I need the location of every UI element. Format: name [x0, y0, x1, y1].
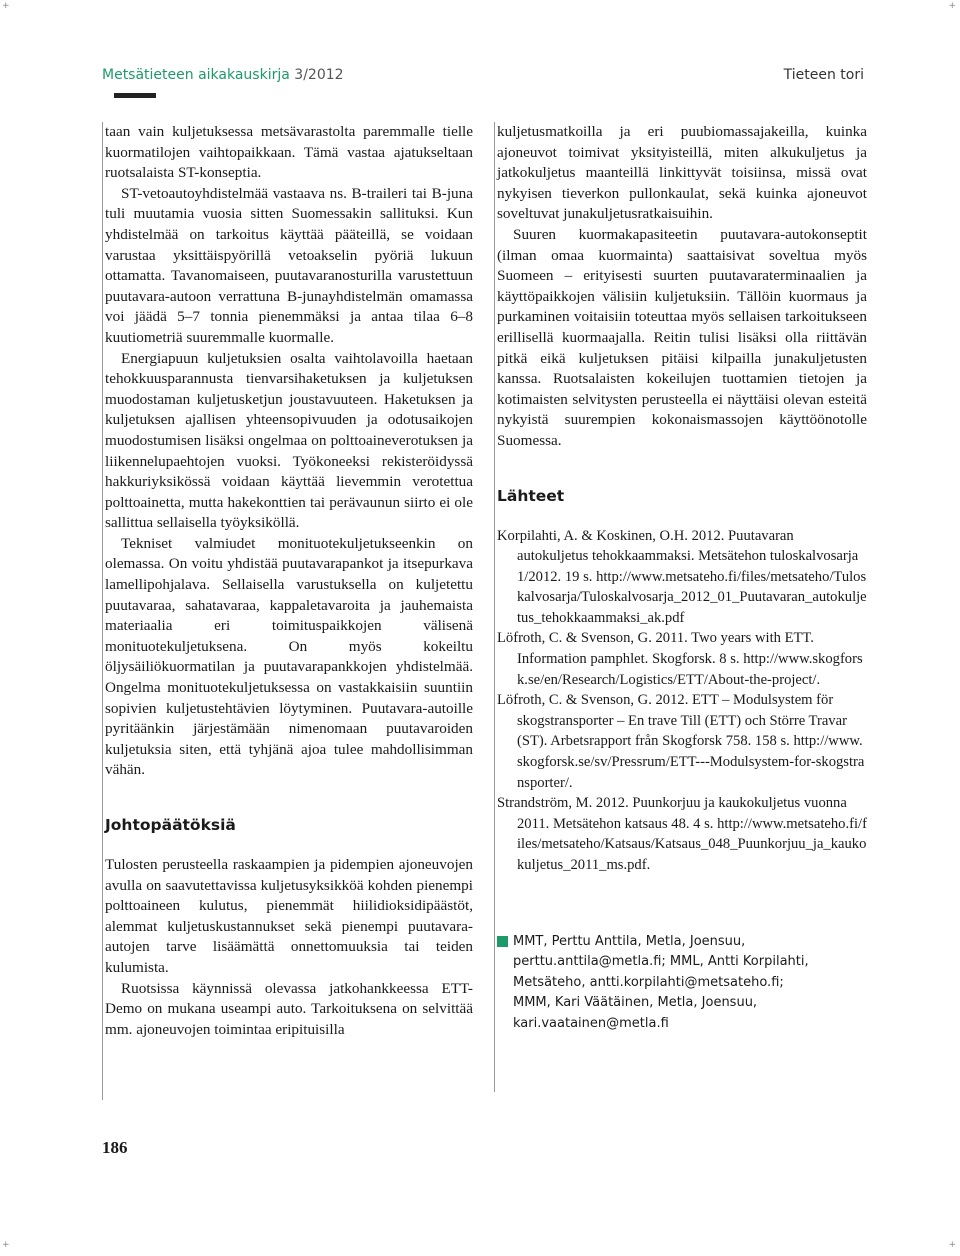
section-heading-conclusions: Johtopäätöksiä: [105, 816, 236, 834]
section-heading-references: Lähteet: [497, 486, 565, 505]
author-line: MMM, Kari Väätäinen, Metla, Joensuu,: [513, 995, 758, 1011]
reference-url[interactable]: http://www.skogforsk.se/sv/Pressrum/ETT---Modulsystem-for-skogstransporter/.: [517, 733, 865, 791]
author-bullet-square: [497, 936, 508, 947]
body-paragraph: Tulosten perusteella raskaampien ja pidempien ajoneuvojen avulla on saavutettavissa kuljetusyksikköä kohden pienempi polttoaineen kulutus, pienemmät hiilidioksidipäästöt, alemmat kuljetuskustannukset sekä pienempi puutavara-autojen tarve lisäämättä onnettomuuksia tai teiden kulumista.: [105, 856, 473, 976]
right-column: [494, 122, 867, 1092]
left-column: [102, 122, 473, 1100]
crop-mark-bottom-right: +: [948, 1240, 956, 1250]
journal-title: [102, 67, 344, 83]
header-decoration-bar: [114, 93, 156, 98]
journal-name: Metsätieteen aikakauskirja: [102, 67, 290, 83]
reference-item: [497, 526, 867, 629]
body-paragraph: kuljetusmatkoilla ja eri puubiomassajakeilla, kuinka ajoneuvot toimivat yksityisteillä, miten alkukuljetus ja jatkokuljetus maanteillä linkittyvät toisiinsa, missä ovat nykyisen tieverkon pullonkaulat, sekä kuinka ajoneuvot soveltuvat junakuljetusratkaisuihin.: [497, 123, 867, 223]
body-paragraph: Ruotsissa käynnissä olevassa jatkohankkeessa ETT-Demo on mukana useampi auto. Tarkoituksena on selvittää mm. ajoneuvojen toimintaa eripituisilla: [105, 979, 473, 1038]
reference-item: [497, 628, 867, 690]
reference-url[interactable]: http://www.metsateho.fi/files/metsateho/Tuloskalvosarja/Tuloskalvosarja_2012_01_Puutavaran_autokuljetus_tehokkaammaksi_ak.pdf: [517, 568, 867, 626]
crop-mark-bottom-left: +: [2, 1240, 10, 1250]
body-paragraph: Tekniset valmiudet monituotekuljetukseenkin on olemassa. On voitu yhdistää puutavarapankot ja itsepurkava lamellipohjalava. Sellaisella varustuksella on kuljetettu puutavaraa, sahatavaraa, kappaletavaroita ja jauhemaista materiaalia eri toimituspaikkojen välisenä monituotekuljetuksena. On myös kokeiltu öljysäiliökuormatilan ja puutavarapankkojen yhdistelmää. Ongelma monituotekuljetuksessa on vastakkaisiin suuntiin sopivien kuljetustehtävien löytyminen. Puutavara-autoille pyritäänkin järjestämään nimenomaan puutavaroiden kuljetuksia siten, että tyhjänä ajoa tulee mahdollisimman vähän.: [105, 534, 473, 779]
author-line: Metsäteho, antti.korpilahti@metsateho.fi;: [513, 974, 784, 990]
reference-text: Strandström, M. 2012. Puunkorjuu ja kaukokuljetus vuonna 2011. Metsätehon katsaus 48. 4 s.: [497, 795, 847, 832]
author-line: kari.vaatainen@metla.fi: [513, 1015, 669, 1031]
reference-text: Löfroth, C. & Svenson, G. 2012. ETT – Modulsystem för skogstransporter – En trave Till (ETT) och Större Travar (ST). Arbetsrapport från Skogforsk 758. 158 s.: [497, 692, 847, 750]
reference-item: [497, 793, 867, 875]
reference-item: [497, 690, 867, 793]
page-number: 186: [102, 1138, 128, 1157]
section-title: Tieteen tori: [783, 67, 864, 83]
author-line: perttu.anttila@metla.fi; MML, Antti Korpilahti,: [513, 954, 809, 970]
crop-mark-top-right: +: [948, 1, 956, 11]
reference-list: [497, 526, 867, 876]
reference-text: Löfroth, C. & Svenson, G. 2011. Two years with ETT. Information pamphlet. Skogforsk. 8 s.: [497, 630, 814, 668]
reference-text: Korpilahti, A. & Koskinen, O.H. 2012. Puutavaran autokuljetus tehokkaammaksi. Metsätehon tuloskalvosarja 1/2012. 19 s.: [497, 527, 859, 585]
author-line: MMT, Perttu Anttila, Metla, Joensuu,: [513, 933, 746, 949]
body-paragraph: Suuren kuormakapasiteetin puutavara-autokonseptit (ilman omaa kuormainta) saattaisivat soveltua myös Suomeen – erityisesti suurten puutavaraterminaalien ja käyttöpaikkojen välisiin kuljetuksiin. Tällöin kuormaus ja purkaminen voitaisiin toteuttaa myös sellaisen tarkoitukseen erillisellä kuormaajalla. Reitin tulisi lisäksi olla riittävän pitkä eikä kuljetuksen pitäisi kilpailla junakuljetusten kanssa. Ruotsalaisten kokeilujen tuottamien tietojen ja kotimaisten selvitysten perusteella ei näyttäisi olevan esteitä nykyistä suurempien kokonaismassojen käyttöönotolle Suomessa.: [497, 225, 867, 449]
journal-issue: 3/2012: [294, 67, 344, 83]
reference-url[interactable]: http://www.skogforsk.se/en/Research/Logistics/ETT/About-the-project/.: [517, 651, 863, 688]
body-paragraph: taan vain kuljetuksessa metsävarastolta paremmalle tielle kuormatilojen vaihtopaikkaan. Tämä vastaa ajatukseltaan ruotsalaista ST-konseptia.: [105, 123, 473, 182]
author-info: [497, 932, 867, 1035]
reference-url[interactable]: http://www.metsateho.fi/files/metsateho/Katsaus/Katsaus_048_Puunkorjuu_ja_kaukokuljetus_2011_ms.pdf.: [517, 815, 867, 873]
body-paragraph: Energiapuun kuljetuksien osalta vaihtolavoilla haetaan tehokkuusparannusta tienvarsihaketuksen ja kuljetuksen muodostaman kuljetusketjun joustavuuteen. Haketuksen ja kuljetuksen ajallisen yhteensopivuuden ja odotusaikojen muodostumisen lisäksi ongelmaa on polttoaineverotuksen ja liikennelupaehtojen vuoksi. Työkoneeksi rekisteröidyssä hakkuriyksikössä voidaan käyttää lievemmin verotettua polttoainetta, mutta hakekonttien tai perävaunun siirto ei ole sallittua sellaisella työyksiköllä.: [105, 349, 473, 532]
body-paragraph: ST-vetoautoyhdistelmää vastaava ns. B-traileri tai B-juna tuli muutamia vuosia sitten Suomessakin sallituksi. Kun yhdistelmää on tarkoitus käyttää pääteillä, se voidaan varustaa yksittäispyörillä vetoakselin pyöriä lukuun ottamatta. Tavanomaiseen, puutavaranosturilla varustettuun puutavara-autoon verrattuna B-junayhdistelmän omamassa voi jäädä 5–7 tonnia pienemmäksi ja antaa tilaa 6–8 kuutiometriä suuremmalle kuormalle.: [105, 184, 473, 346]
crop-mark-top-left: +: [2, 1, 10, 11]
